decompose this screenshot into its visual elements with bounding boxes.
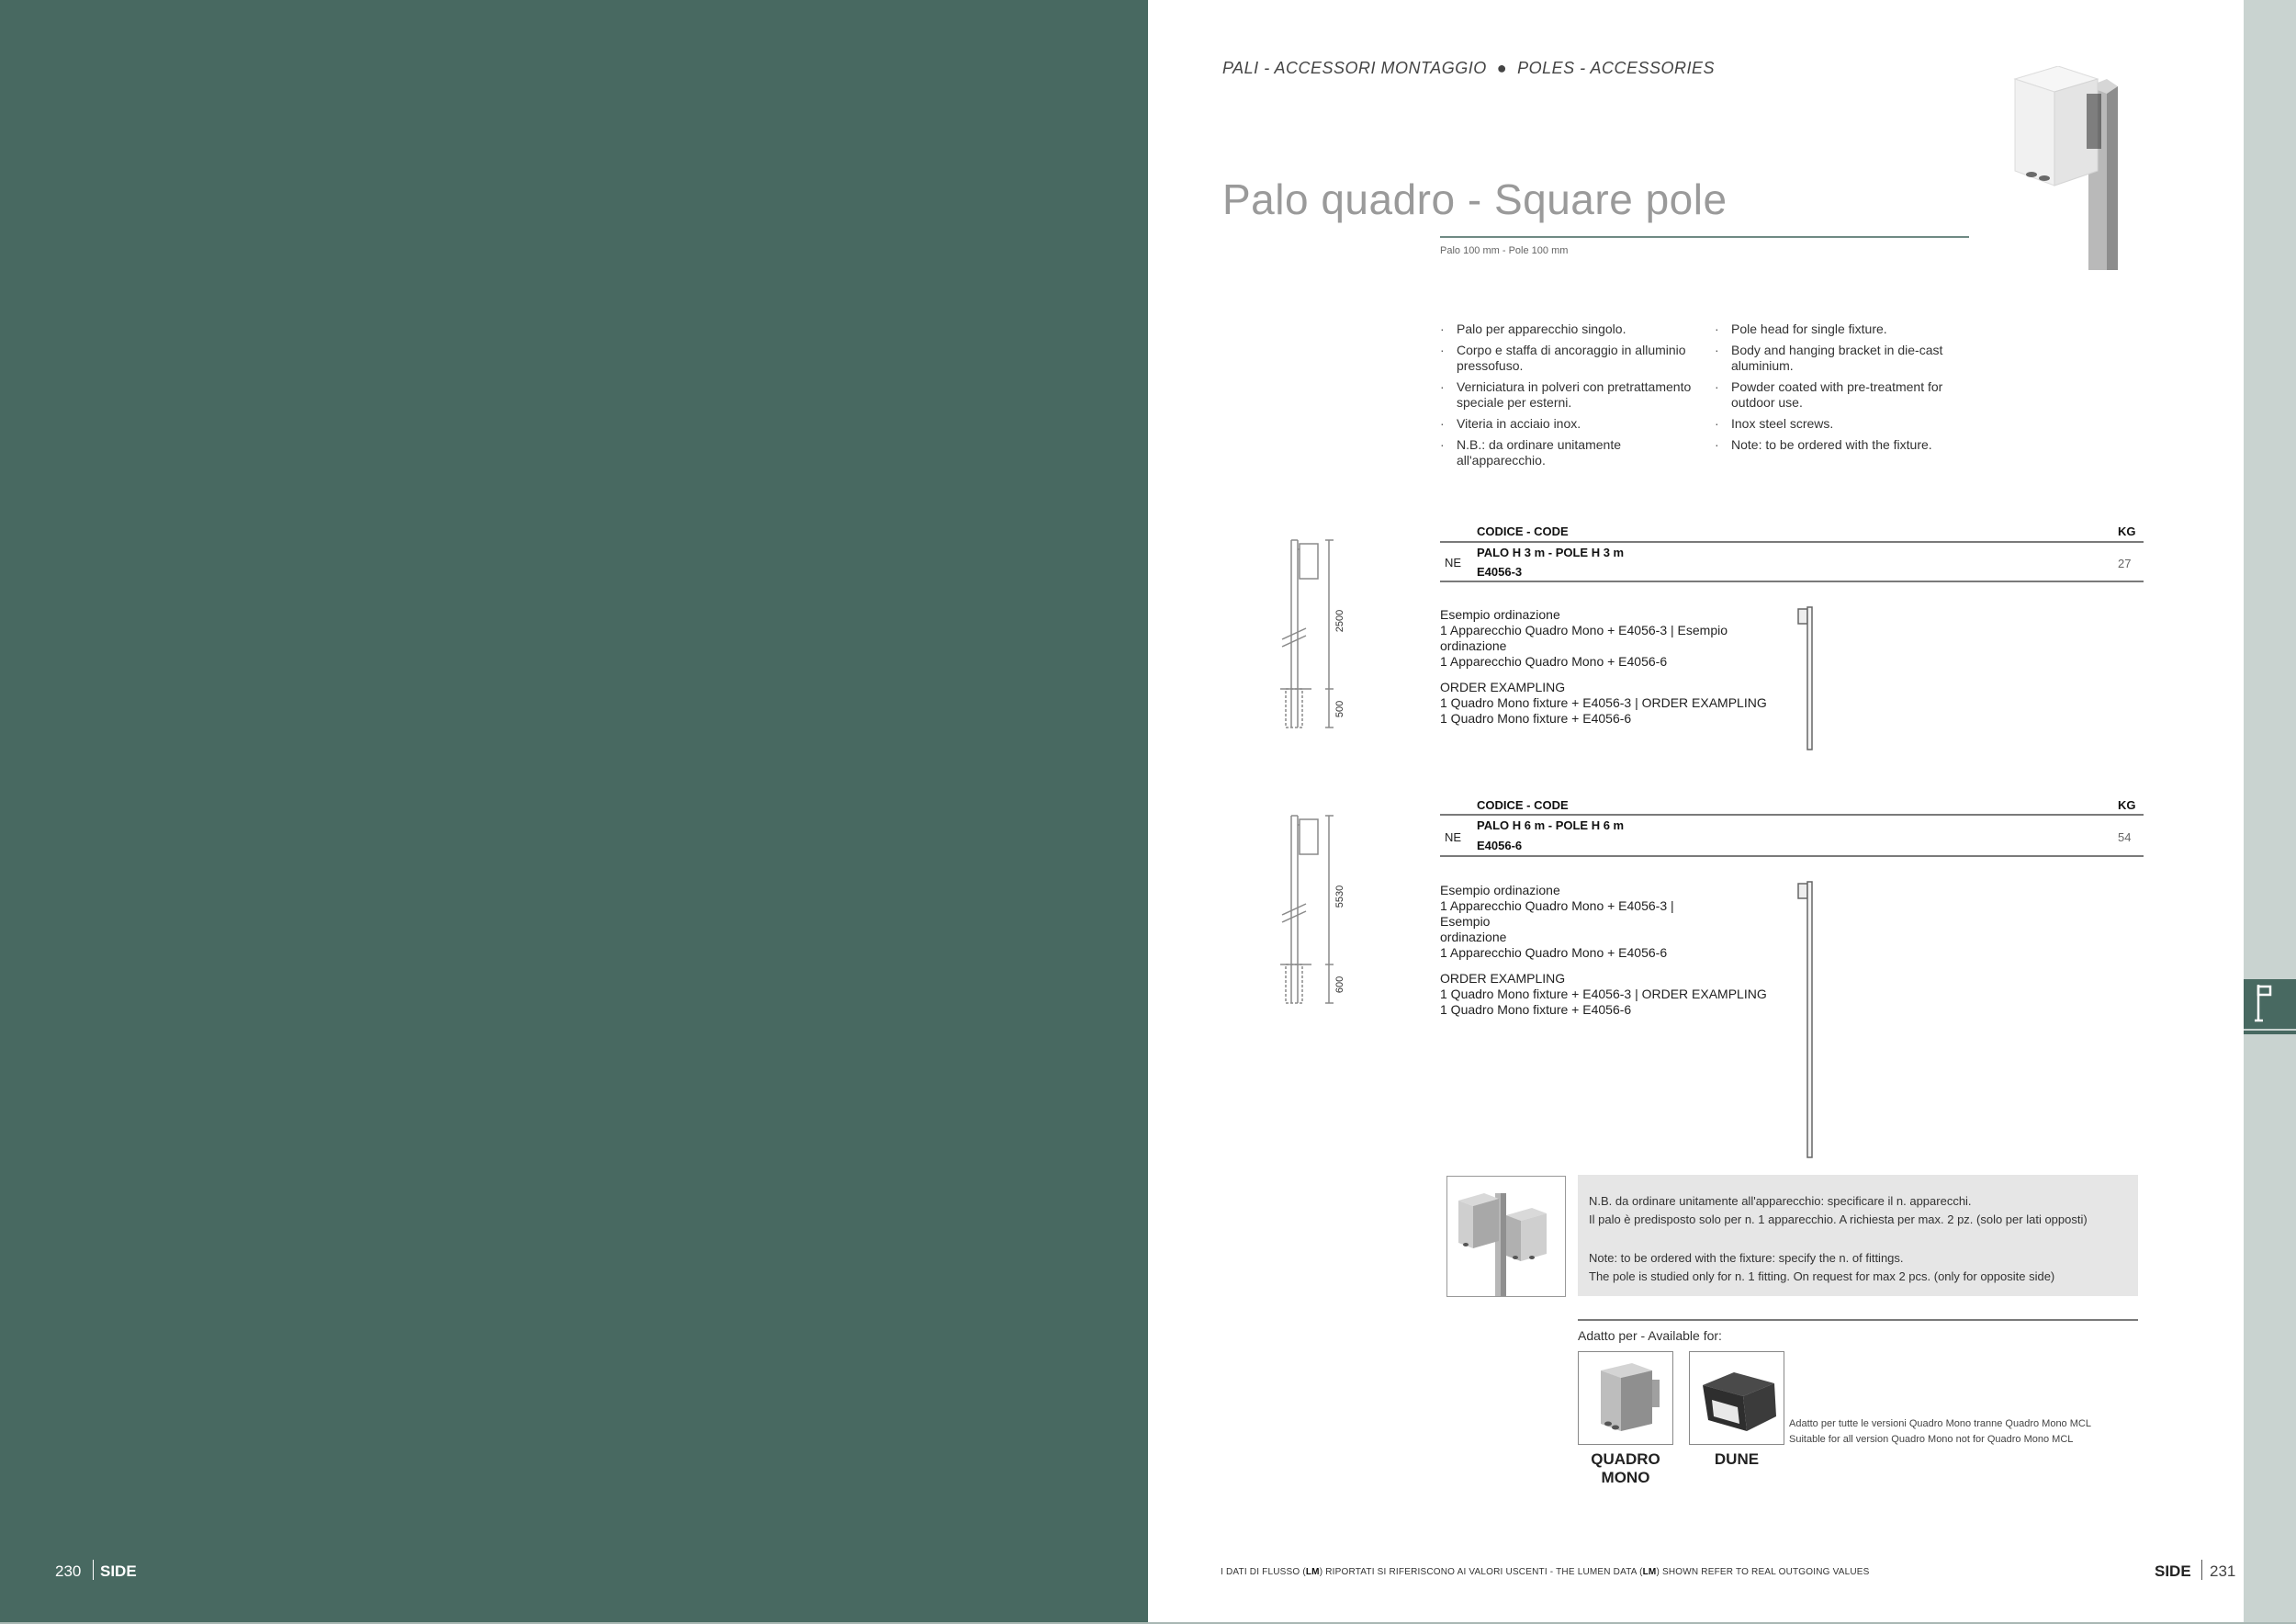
table-rule [1440,855,2144,857]
dimension-label: 600 [1334,976,1345,994]
left-footer-divider [93,1560,94,1580]
order-example-line: 1 Quadro Mono fixture + E4056-6 [1440,711,1632,726]
order-example-it [1440,883,1716,961]
footnote-part: LM [1642,1567,1657,1577]
availability-note-line: Suitable for all version Quadro Mono not for Quadro Mono MCL [1789,1434,2074,1445]
order-example-en [1440,680,1780,727]
lumen-footnote [1221,1567,1870,1577]
order-example-line: 1 Quadro Mono fixture + E4056-3 | ORDER EXAMPLING [1440,695,1767,710]
product-name-line: MONO [1601,1469,1650,1486]
order-example-line: ORDER EXAMPLING [1440,680,1566,694]
section-header-it: PALI - ACCESSORI MONTAGGIO [1222,59,1487,77]
left-brand: SIDE [100,1562,137,1580]
right-footer-divider [2201,1560,2202,1580]
right-brand: SIDE [2155,1562,2191,1580]
feature-item: · Powder coated with pre-treatment for outdoor use. [1715,379,1981,411]
note-line: Note: to be ordered with the fixture: specify the n. of fittings. [1589,1251,1904,1265]
footnote-part: LM [1305,1567,1320,1577]
order-example-it [1440,607,1780,670]
note-line: Il palo è predisposto solo per n. 1 apparecchio. A richiesta per max. 2 pz. (solo per lati opposti) [1589,1212,2088,1226]
dune-image [1690,1352,1784,1444]
pole-h6-technical-drawing [1275,808,1376,1010]
order-example-line: 1 Apparecchio Quadro Mono + E4056-6 [1440,945,1668,960]
double-fixture-photo [1446,1176,1566,1297]
feature-item: · Note: to be ordered with the fixture. [1715,437,1981,453]
note-line: N.B. da ordinare unitamente all'apparecchio: specificare il n. apparecchi. [1589,1194,1972,1208]
order-example-line: 1 Apparecchio Quadro Mono + E4056-6 [1440,654,1668,669]
feature-item: · N.B.: da ordinare unitamente all'apparecchio. [1440,437,1706,468]
section-header-en: POLES - ACCESSORIES [1517,59,1716,77]
order-example-line: 1 Quadro Mono fixture + E4056-3 | ORDER EXAMPLING [1440,987,1767,1001]
product-weight: 27 [2118,557,2132,570]
left-page-number: 230 [55,1562,82,1580]
availability-note-line: Adatto per tutte le versioni Quadro Mono tranne Quadro Mono MCL [1789,1418,2091,1429]
finish-code: NE [1445,556,1462,570]
order-example-en [1440,971,1780,1018]
title-rule [1440,236,1969,238]
feature-item: · Corpo e staffa di ancoraggio in alluminio pressofuso. [1440,343,1706,374]
strip-tab-underline [2244,1031,2296,1034]
finish-code: NE [1445,830,1462,844]
footnote-part: ) SHOWN REFER TO REAL OUTGOING VALUES [1656,1567,1870,1577]
table-header-kg: KG [2118,524,2136,538]
page-subtitle: Palo 100 mm - Pole 100 mm [1440,245,1569,256]
table-header-code: CODICE - CODE [1477,798,1569,812]
table-rule [1440,581,2144,582]
square-pole-product-image [2008,66,2136,273]
order-example-line: 1 Quadro Mono fixture + E4056-6 [1440,1002,1632,1017]
pole-h6-side-view [1795,879,1823,1160]
footnote-part: I DATI DI FLUSSO ( [1221,1567,1306,1577]
bullet-dot-icon: ● [1491,59,1513,77]
product-code[interactable]: E4056-6 [1477,839,1523,852]
feature-item: · Palo per apparecchio singolo. [1440,321,1706,337]
pole-h3-side-view [1795,604,1823,751]
table-header-kg: KG [2118,798,2136,812]
section-header [1222,59,1715,78]
product-name-line: QUADRO [1591,1450,1660,1468]
features-list-en [1715,321,1981,458]
double-fixture-image [1447,1177,1565,1296]
footnote-part: ) RIPORTATI SI RIFERISCONO AI VALORI USCENTI - THE LUMEN DATA ( [1319,1567,1643,1577]
pole-h3-technical-drawing [1275,533,1376,735]
quadro-mono-thumbnail[interactable] [1578,1351,1673,1445]
dimension-label: 500 [1334,700,1345,718]
order-example-line: ORDER EXAMPLING [1440,971,1566,986]
product-name: PALO H 3 m - POLE H 3 m [1477,546,1625,559]
feature-item: · Inox steel screws. [1715,416,1981,432]
feature-item: · Pole head for single fixture. [1715,321,1981,337]
availability-note [1789,1416,2091,1448]
side-strip [2244,0,2296,1624]
right-page-number: 231 [2210,1562,2236,1580]
table-header-code: CODICE - CODE [1477,524,1569,538]
order-example-line: Esempio ordinazione [1440,883,1560,897]
quadro-mono-name[interactable] [1578,1450,1673,1487]
availability-label: Adatto per - Available for: [1578,1328,1722,1343]
order-example-line: 1 Apparecchio Quadro Mono + E4056-3 | Esempio ordinazione [1440,623,1728,653]
pole-icon-tab[interactable] [2244,979,2296,1029]
order-example-line: 1 Apparecchio Quadro Mono + E4056-3 | Esempio [1440,898,1674,929]
dimension-label: 2500 [1334,609,1345,633]
table-rule [1440,541,2144,543]
quadro-mono-image [1579,1352,1672,1444]
dune-thumbnail[interactable] [1689,1351,1784,1445]
feature-item: · Body and hanging bracket in die-cast aluminium. [1715,343,1981,374]
note-line: The pole is studied only for n. 1 fitting. On request for max 2 pcs. (only for opposite side) [1589,1269,2055,1283]
features-list-it [1440,321,1706,474]
order-example-line: Esempio ordinazione [1440,607,1560,622]
pole-icon [2244,979,2296,1029]
dimension-label: 5530 [1334,885,1345,908]
table-rule [1440,814,2144,816]
product-name: PALO H 6 m - POLE H 6 m [1477,818,1625,832]
feature-item: · Viteria in acciaio inox. [1440,416,1706,432]
note-text [1589,1192,2088,1286]
note-spacer [1589,1229,2088,1249]
order-example-line: ordinazione [1440,930,1507,944]
feature-item: · Verniciatura in polveri con pretrattamento speciale per esterni. [1440,379,1706,411]
availability-rule [1578,1319,2138,1321]
dune-name[interactable] [1689,1450,1784,1469]
product-code[interactable]: E4056-3 [1477,565,1523,579]
product-name-line: DUNE [1714,1450,1760,1468]
product-weight: 54 [2118,830,2132,844]
page-title: Palo quadro - Square pole [1222,175,1728,223]
